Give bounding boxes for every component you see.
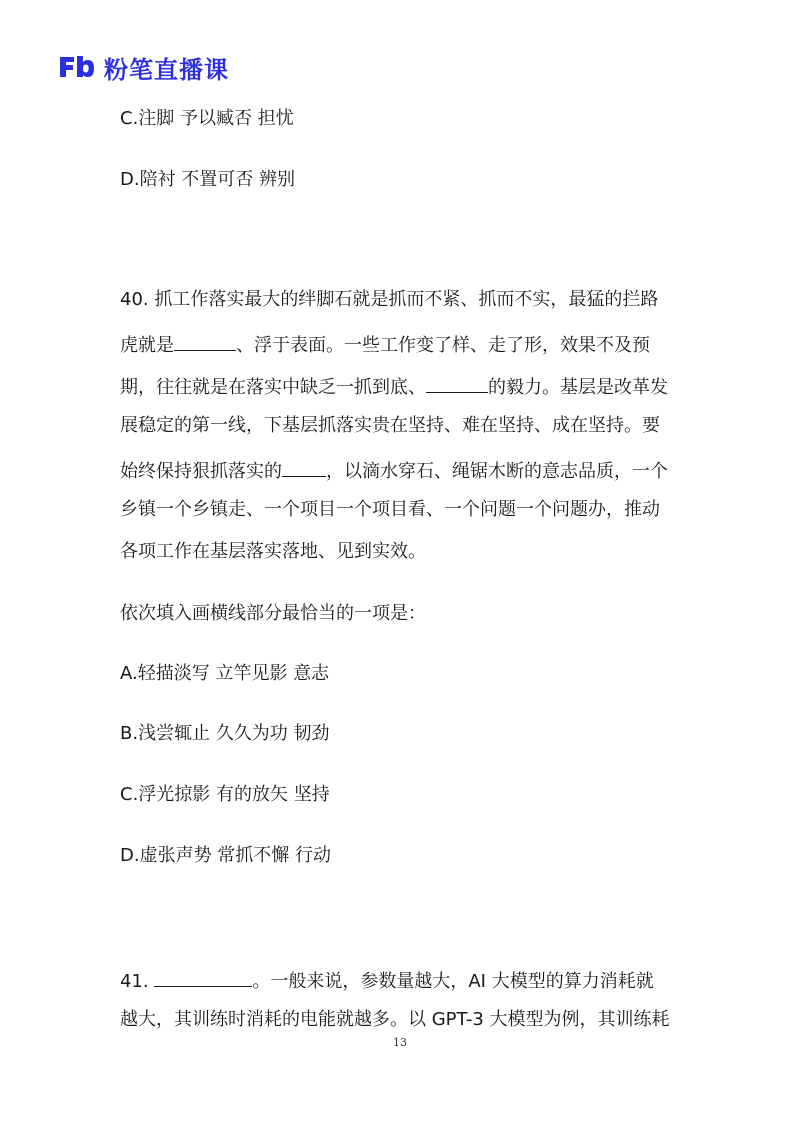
fill-blank-3	[282, 456, 326, 477]
q40-line-7: 各项工作在基层落实落地、见到实效。	[120, 541, 426, 562]
q40-text-segment: 、浮于表面。一些工作变了样、走了形，效果不及预	[236, 335, 650, 356]
q40-option-c: C.浮光掠影 有的放矢 坚持	[120, 784, 330, 805]
fill-blank-2	[426, 372, 488, 393]
q40-line-1: 40. 抓工作落实最大的绊脚石就是抓而不紧、抓而不实，最猛的拦路	[120, 289, 659, 310]
q40-option-d: D.虚张声势 常抓不懈 行动	[120, 845, 332, 866]
q40-text-segment: 始终保持狠抓落实的	[120, 461, 282, 482]
q40-text-segment: 虎就是	[120, 335, 174, 356]
q40-text-segment: 期，往往就是在落实中缺乏一抓到底、	[120, 377, 426, 398]
q41-text-segment: 。一般来说，参数量越大，AI 大模型的算力消耗就	[252, 971, 654, 992]
fill-blank-1	[174, 330, 236, 351]
q40-line-6: 乡镇一个乡镇走、一个项目一个项目看、一个问题一个问题办，推动	[120, 499, 660, 520]
q40-text-segment: 的毅力。基层是改革发	[488, 377, 668, 398]
q40-line-2	[120, 330, 650, 358]
prev-option-d: D.陪衬 不置可否 辨别	[120, 169, 296, 190]
prev-option-c: C.注脚 予以臧否 担忧	[120, 108, 294, 129]
fenbi-logo-icon	[58, 54, 96, 80]
fill-blank-4	[154, 966, 252, 987]
page-number: 13	[393, 1036, 407, 1049]
q40-option-b: B.浅尝辄止 久久为功 韧劲	[120, 723, 330, 744]
brand-name: 粉笔直播课	[104, 55, 229, 84]
q40-option-a: A.轻描淡写 立竿见影 意志	[120, 663, 330, 684]
q40-prompt: 依次填入画横线部分最恰当的一项是：	[120, 603, 426, 624]
q40-line-3	[120, 372, 668, 400]
brand-logo	[58, 50, 229, 84]
q41-line-2: 越大，其训练时消耗的电能就越多。以 GPT-3 大模型为例，其训练耗	[120, 1009, 670, 1030]
q41-line-1	[120, 966, 654, 994]
q40-line-4: 展稳定的第一线，下基层抓落实贵在坚持、难在坚持、成在坚持。要	[120, 415, 660, 436]
q40-line-5	[120, 456, 668, 484]
q40-text-segment: ，以滴水穿石、绳锯木断的意志品质，一个	[326, 461, 668, 482]
q41-text-segment: 41.	[120, 971, 155, 992]
